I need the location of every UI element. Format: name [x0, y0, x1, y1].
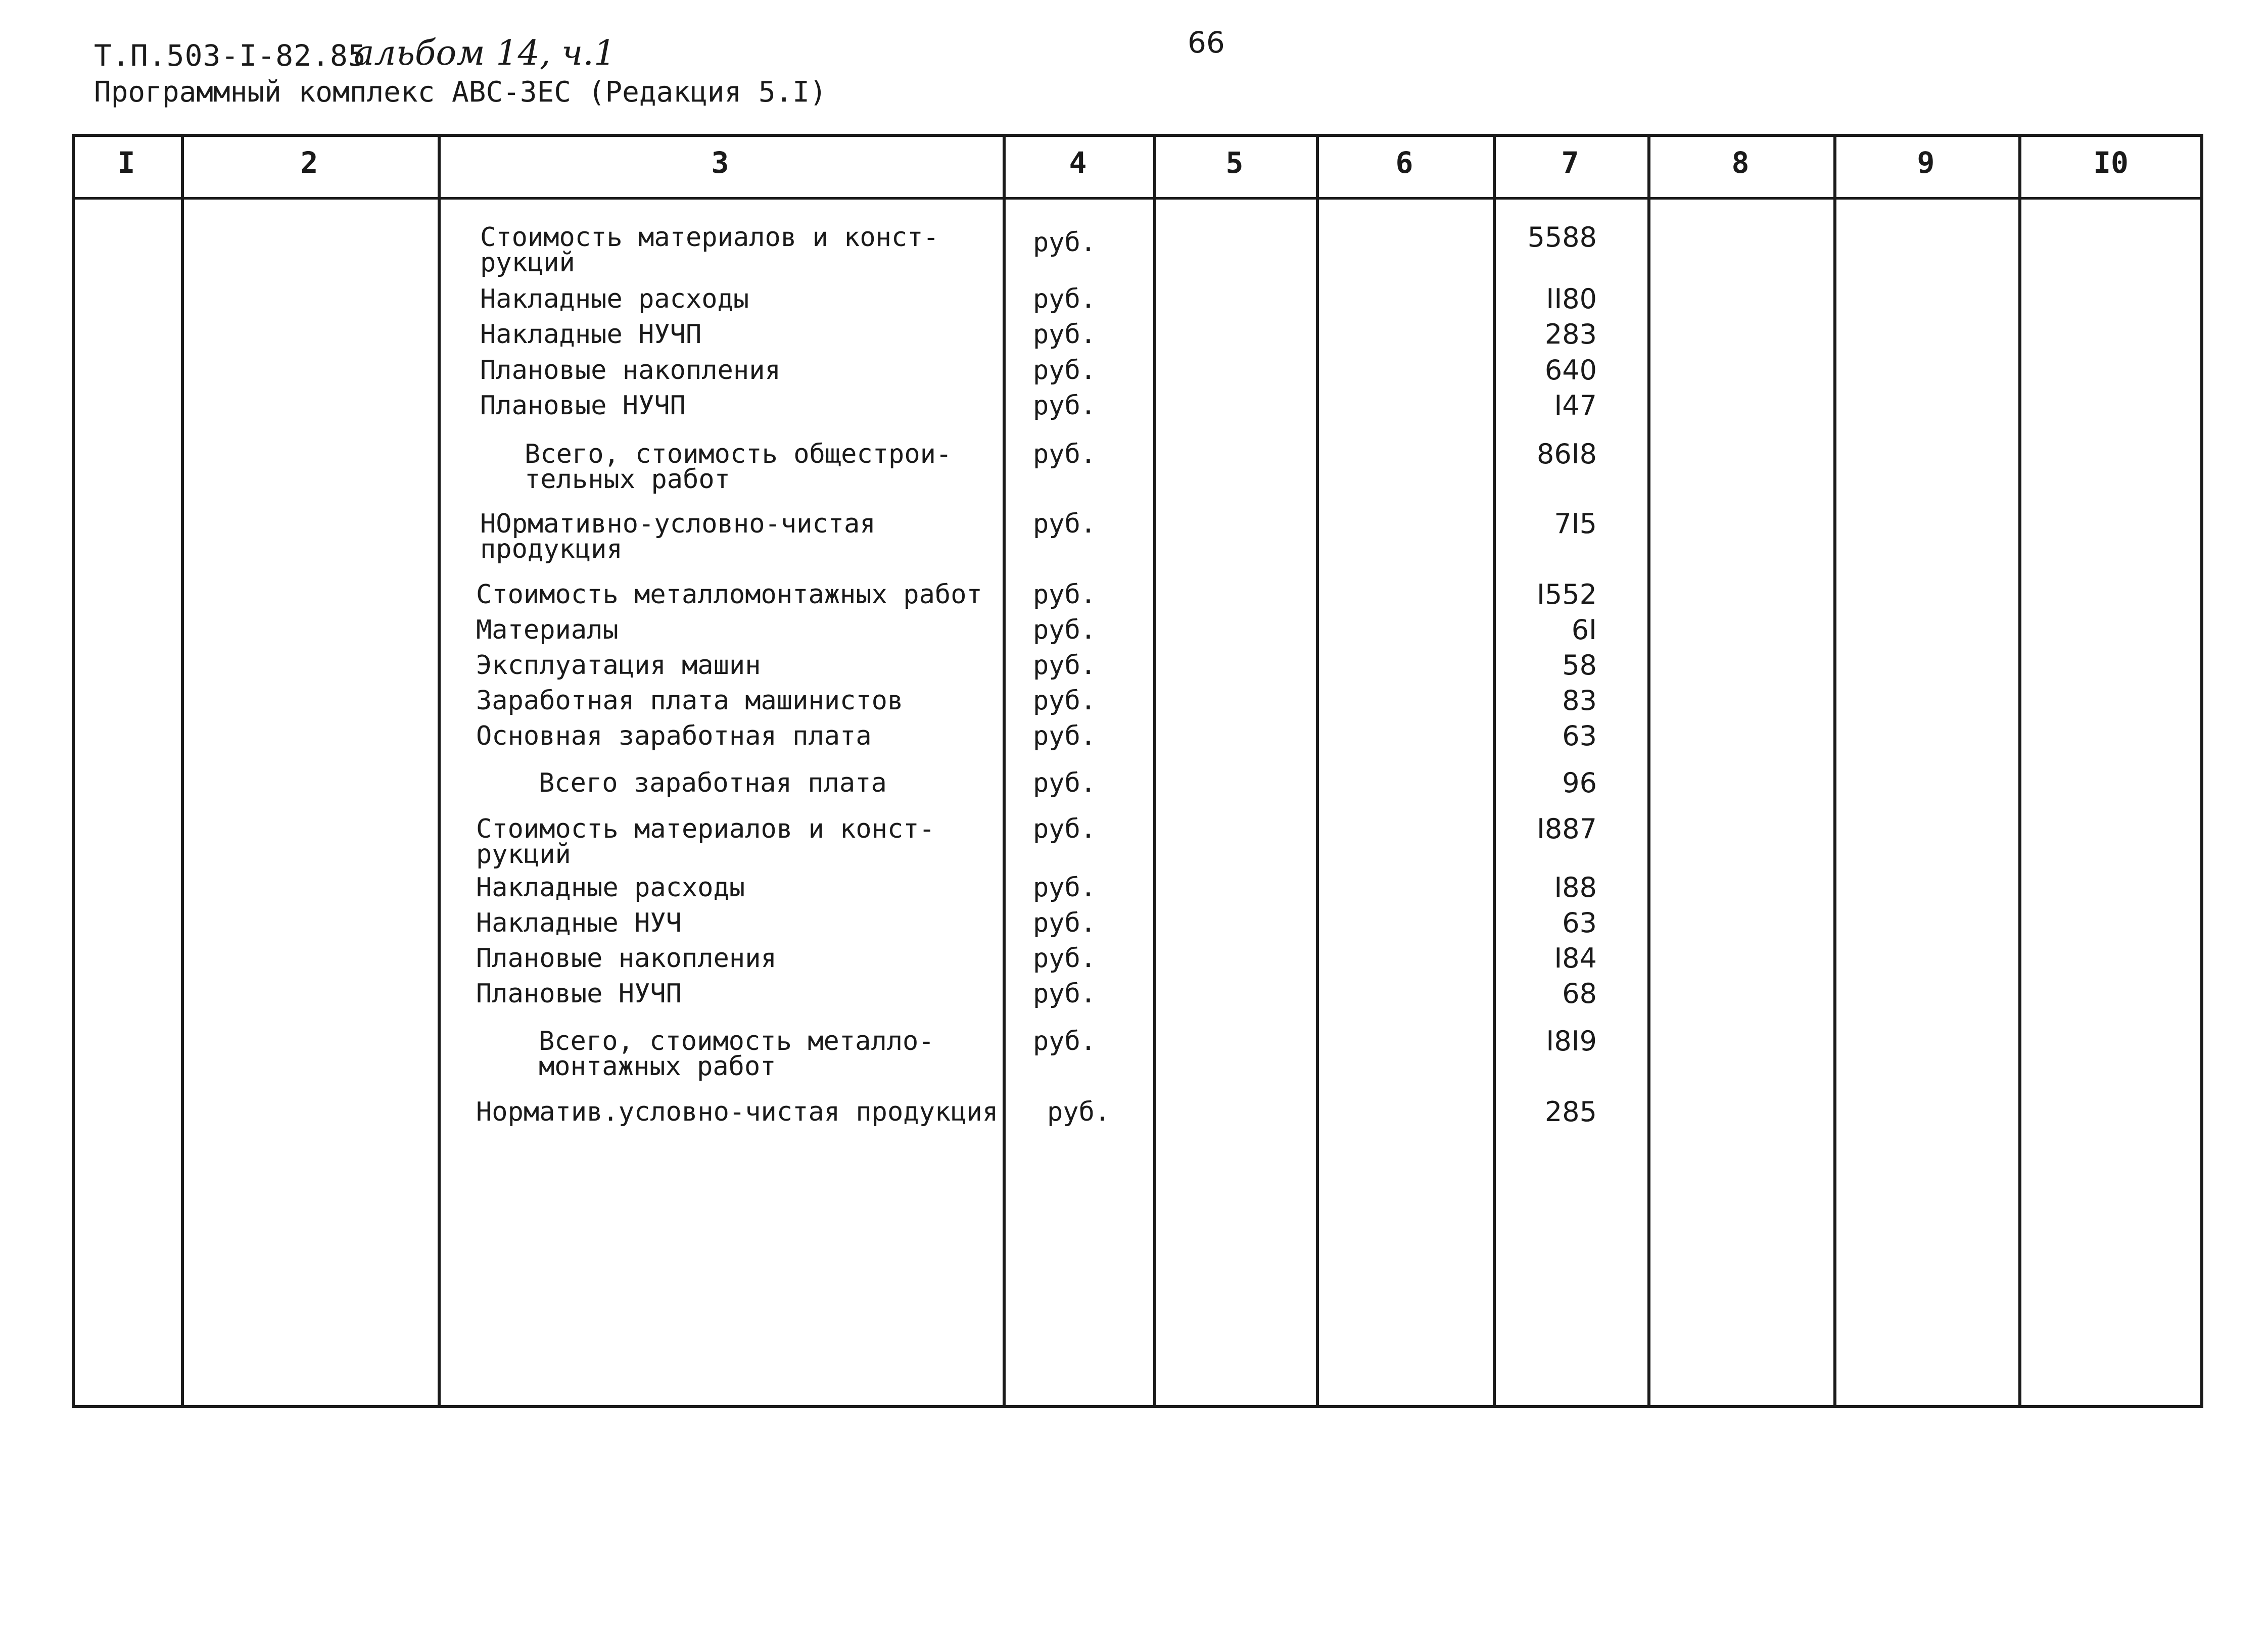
row-description: Накладные НУЧП — [480, 319, 702, 350]
row-description: Всего заработная плата — [539, 768, 887, 798]
row-unit: руб. — [1033, 391, 1097, 421]
column-divider — [438, 134, 441, 1408]
row-description: Эксплуатация машин — [476, 650, 761, 681]
column-divider — [1833, 134, 1836, 1408]
row-value: 283 — [1544, 318, 1597, 350]
row-description: НОрмативно-условно-чистая продукция — [480, 509, 876, 564]
row-unit: руб. — [1033, 979, 1097, 1009]
row-value: I8I9 — [1546, 1025, 1597, 1057]
row-unit: руб. — [1033, 319, 1097, 350]
column-header-8: 8 — [1731, 146, 1750, 180]
row-value: 285 — [1544, 1096, 1597, 1128]
row-description: Стоимость металломонтажных работ — [476, 580, 982, 610]
row-unit: руб. — [1033, 650, 1097, 681]
row-description: Норматив.условно-чистая продукция — [476, 1097, 999, 1127]
column-divider — [1647, 134, 1650, 1408]
row-value: I47 — [1554, 390, 1597, 421]
row-description: Всего, стоимость общестрои- тельных работ — [525, 439, 952, 495]
row-description: Плановые накопления — [480, 355, 781, 385]
column-header-6: 6 — [1395, 146, 1413, 180]
row-unit: руб. — [1033, 615, 1097, 645]
row-unit: руб. — [1033, 943, 1097, 974]
row-value: 640 — [1544, 354, 1597, 386]
row-unit: руб. — [1047, 1097, 1111, 1127]
row-unit: руб. — [1033, 873, 1097, 903]
program-title: Программный комплекс АВС-3ЕС (Редакция 5.I) — [94, 76, 827, 109]
row-value: 63 — [1562, 720, 1597, 752]
column-divider — [1316, 134, 1319, 1408]
table-frame — [72, 134, 2203, 1408]
row-description: Накладные расходы — [476, 873, 745, 903]
row-unit: руб. — [1033, 227, 1097, 258]
row-unit: руб. — [1033, 439, 1097, 469]
row-description: Плановые НУЧП — [480, 391, 686, 421]
column-header-1: I — [117, 146, 135, 180]
row-unit: руб. — [1033, 908, 1097, 938]
column-divider — [1493, 134, 1496, 1408]
row-value: 68 — [1562, 978, 1597, 1009]
row-description: Накладные НУЧ — [476, 908, 682, 938]
handwritten-album-note: альбом 14, ч.1 — [354, 33, 616, 73]
row-value: I84 — [1554, 942, 1597, 974]
row-unit: руб. — [1033, 580, 1097, 610]
row-unit: руб. — [1033, 355, 1097, 385]
page-number: 66 — [1188, 25, 1225, 60]
row-description: Материалы — [476, 615, 619, 645]
row-value: I887 — [1537, 813, 1597, 845]
row-value: 6I — [1571, 614, 1597, 646]
row-value: 5588 — [1527, 221, 1597, 253]
column-header-4: 4 — [1069, 146, 1087, 180]
column-header-9: 9 — [1917, 146, 1935, 180]
row-unit: руб. — [1033, 1026, 1097, 1056]
row-value: I88 — [1554, 872, 1597, 903]
column-divider — [1153, 134, 1156, 1408]
row-unit: руб. — [1033, 686, 1097, 716]
row-unit: руб. — [1033, 768, 1097, 798]
column-header-5: 5 — [1225, 146, 1244, 180]
row-unit: руб. — [1033, 814, 1097, 844]
row-description: Накладные расходы — [480, 284, 749, 314]
document-number: Т.П.503-I-82.85 — [94, 38, 366, 73]
row-unit: руб. — [1033, 284, 1097, 314]
row-value: 83 — [1562, 685, 1597, 716]
row-value: 58 — [1562, 649, 1597, 681]
row-description: Стоимость материалов и конст- рукций — [480, 222, 939, 278]
row-description: Заработная плата машинистов — [476, 686, 904, 716]
column-divider — [2018, 134, 2021, 1408]
column-header-3: 3 — [711, 146, 729, 180]
row-value: II80 — [1546, 283, 1597, 315]
row-description: Плановые НУЧП — [476, 979, 682, 1009]
row-value: 63 — [1562, 907, 1597, 939]
row-description: Плановые накопления — [476, 943, 777, 974]
row-description: Стоимость материалов и конст- рукций — [476, 814, 935, 870]
row-unit: руб. — [1033, 721, 1097, 751]
column-header-10: I0 — [2093, 146, 2129, 180]
column-header-7: 7 — [1561, 146, 1579, 180]
row-value: 86I8 — [1537, 438, 1597, 470]
row-description: Всего, стоимость металло- монтажных работ — [539, 1026, 934, 1082]
row-value: 96 — [1562, 767, 1597, 799]
column-divider — [1003, 134, 1006, 1408]
column-header-2: 2 — [300, 146, 318, 180]
row-value: 7I5 — [1554, 508, 1597, 540]
row-value: I552 — [1537, 578, 1597, 610]
column-divider — [181, 134, 184, 1408]
header-divider — [72, 197, 2203, 200]
row-description: Основная заработная плата — [476, 721, 872, 751]
row-unit: руб. — [1033, 509, 1097, 539]
